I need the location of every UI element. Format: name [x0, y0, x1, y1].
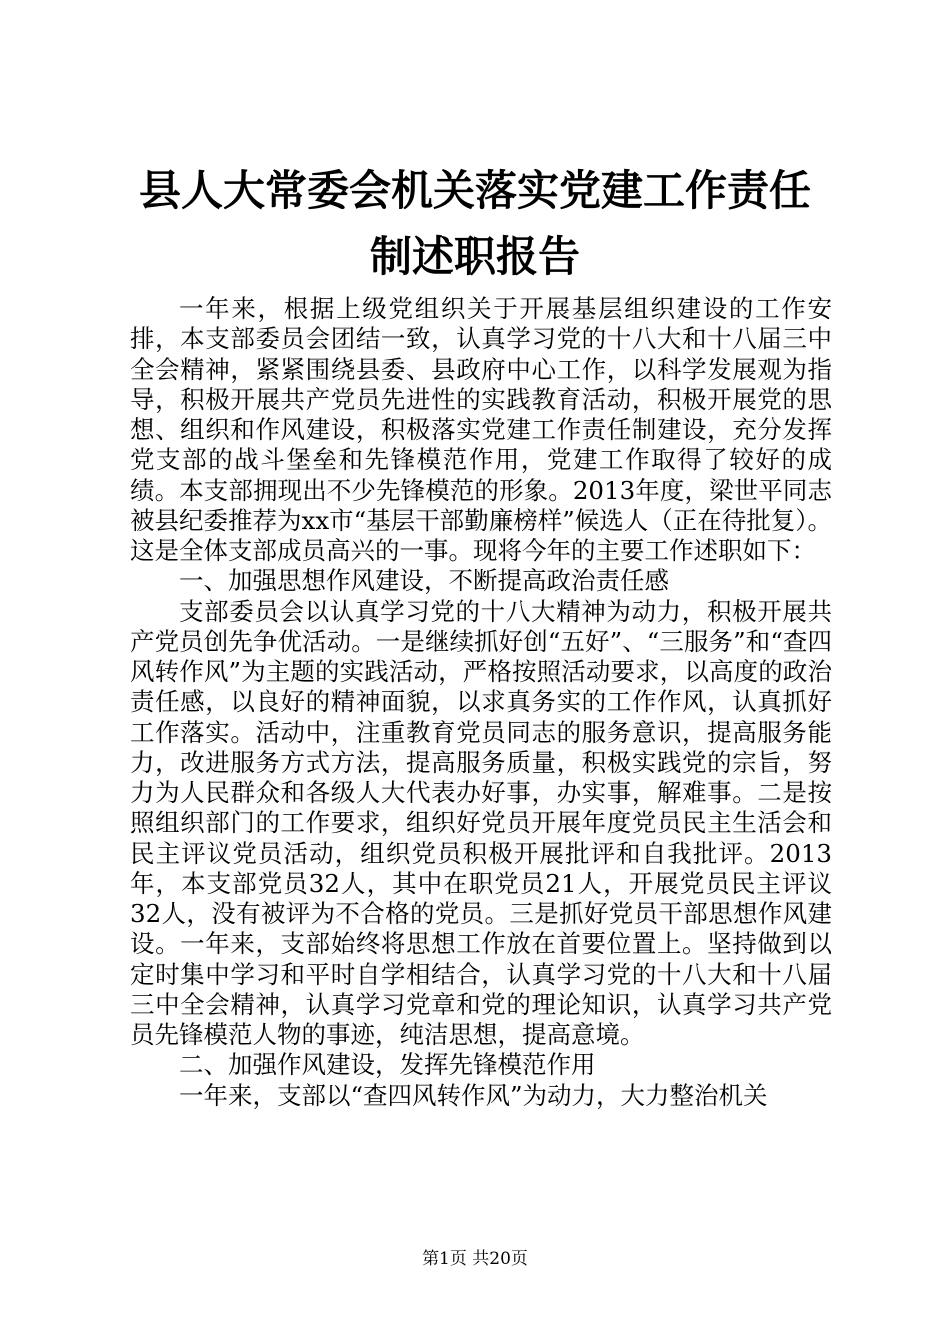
section-heading-1: 一、加强思想作风建设，不断提高政治责任感	[179, 566, 669, 596]
paragraph-section-2: 一年来，支部以“查四风转作风”为动力，大力整治机关	[179, 1080, 768, 1110]
section-heading-2: 二、加强作风建设，发挥先锋模范作用	[179, 1050, 596, 1080]
paragraph-section-1: 支部委员会以认真学习党的十八大精神为动力，积极开展共产党员创先争优活动。一是继续抓好创“五好”、“三服务”和“查四风转作风”为主题的实践活动，严格按照活动要求，以高度的政治责任感，以良好的精神面貌，以求真务实的工作作风，认真抓好工作落实。活动中，注重教育党员同志的服务意识，提高服务能力，改进服务方式方法，提高服务质量，积极实践党的宗旨，努力为人民群众和各级人大代表办好事，办实事，解难事。二是按照组织部门的工作要求，组织好党员开展年度党员民主生活会和民主评议党员活动，组织党员积极开展批评和自我批评。2013年，本支部党员32人，其中在职党员21人，开展党员民主评议32人，没有被评为不合格的党员。三是抓好党员干部思想作风建设。一年来，支部始终将思想工作放在首要位置上。坚持做到以定时集中学习和平时自学相结合，认真学习党的十八大和十八届三中全会精神，认真学习党章和党的理论知识，认真学习共产党员先锋模范人物的事迹，纯洁思想，提高意境。	[130, 596, 832, 1049]
paragraph-intro: 一年来，根据上级党组织关于开展基层组织建设的工作安排，本支部委员会团结一致，认真学习党的十八大和十八届三中全会精神，紧紧围绕县委、县政府中心工作，以科学发展观为指导，积极开展共产党员先进性的实践教育活动，积极开展党的思想、组织和作风建设，积极落实党建工作责任制建设，充分发挥党支部的战斗堡垒和先锋模范作用，党建工作取得了较好的成绩。本支部拥现出不少先锋模范的形象。2013年度，梁世平同志被县纪委推荐为xx市“基层干部勤廉榜样”候选人（正在待批复）。这是全体支部成员高兴的一事。现将今年的主要工作述职如下：	[130, 294, 832, 565]
document-body	[130, 294, 832, 1111]
document-title: 县人大常委会机关落实党建工作责任制述职报告	[138, 166, 811, 281]
page-number-footer: 第1页 共20页	[422, 1249, 528, 1269]
